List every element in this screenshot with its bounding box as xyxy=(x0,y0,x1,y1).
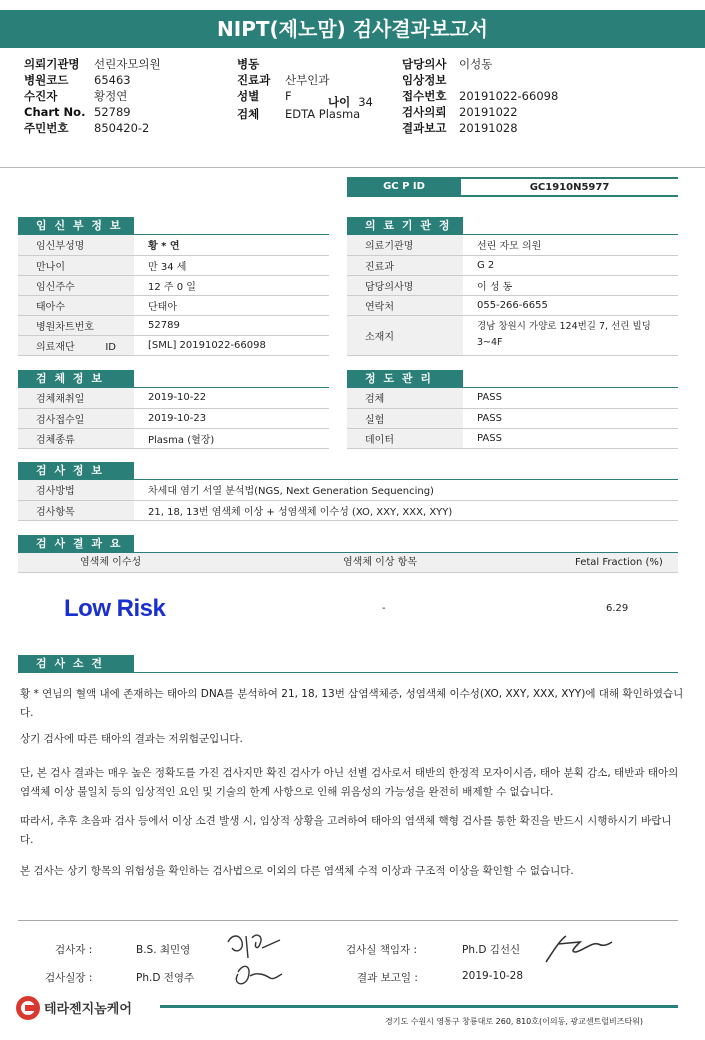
header-field-label: 접수번호 xyxy=(402,89,447,103)
row-value: 단태아 xyxy=(134,295,329,315)
lab-head-label: 검사실 책임자 : xyxy=(346,944,418,956)
table-row xyxy=(347,388,678,408)
header-field xyxy=(237,56,360,72)
header-field-label: 검체 xyxy=(237,107,260,121)
finding-paragraph: 단, 본 검사 결과는 매우 높은 정확도를 가진 검사지만 확진 검사가 아닌 선별 검사로서 태반의 한정적 모자이시즘, 태아 분획 감소, 태반과 태아의 염색체 이상 불일치 등의 임상적인 요인 및 기술의 한계 사항으로 인해 위음성의 가능성을 완전히 배제할 수 없습니다. xyxy=(20,767,679,798)
tester-signature-icon xyxy=(220,928,290,992)
footer-bar xyxy=(160,1005,678,1008)
table-row xyxy=(18,428,329,448)
row-value: 차세대 염기 서열 분석법(NGS, Next Generation Sequencing) xyxy=(134,480,678,500)
finding-paragraph: 상기 검사에 따른 태아의 결과는 저위험군입니다. xyxy=(20,733,243,745)
row-key: 연락처 xyxy=(347,295,463,315)
abnormal-items-value: - xyxy=(382,603,386,614)
specimen-section-header: 검 체 정 보 xyxy=(18,370,134,388)
header-field-value: 20191022-66098 xyxy=(459,89,559,103)
tester-label: 검사자 : xyxy=(55,944,93,956)
row-key: 검사접수일 xyxy=(18,408,134,428)
row-value: 황 * 연 xyxy=(134,235,329,255)
finding-paragraph: 본 검사는 상기 항목의 위험성을 확인하는 검사법으로 이외의 다른 염색체 수적 이상과 구조적 이상을 확인할 수 없습니다. xyxy=(20,865,574,877)
table-row xyxy=(347,275,678,295)
header-field-value: 선린자모의원 xyxy=(94,57,161,71)
lab-head-name: Ph.D 김선신 xyxy=(462,944,521,956)
header-field-label: 수진자 xyxy=(24,89,58,103)
header-field xyxy=(402,120,558,136)
row-value: 52789 xyxy=(134,315,329,335)
header-col-3 xyxy=(402,56,558,136)
gcp-id-box xyxy=(347,177,678,197)
qc-table xyxy=(347,388,678,449)
header-col-2 xyxy=(237,56,360,122)
age-value: 34 xyxy=(358,95,373,109)
row-key: 검체종류 xyxy=(18,428,134,448)
table-row xyxy=(347,428,678,448)
row-value: 055-266-6655 xyxy=(463,295,678,315)
signature-separator xyxy=(18,920,678,921)
risk-result: Low Risk xyxy=(64,595,166,622)
report-date-label: 결과 보고일 : xyxy=(357,972,418,984)
header-field-label: 결과보고 xyxy=(402,121,447,135)
header-field xyxy=(402,88,558,104)
row-key: 진료과 xyxy=(347,255,463,275)
header-field xyxy=(24,56,161,72)
row-value: 2019-10-22 xyxy=(134,388,329,408)
table-row xyxy=(18,315,329,335)
finding-paragraph: 따라서, 추후 초음파 검사 등에서 이상 소견 발생 시, 임상적 상황을 고려하여 태아의 염색체 핵형 검사를 통한 확진을 반드시 시행하시기 바랍니다. xyxy=(20,815,672,846)
header-field xyxy=(24,104,161,120)
header-col-1 xyxy=(24,56,161,136)
header-field-value: 20191022 xyxy=(459,105,518,119)
header-field-value: EDTA Plasma xyxy=(285,107,361,121)
row-value: PASS xyxy=(463,388,678,408)
row-value: 2019-10-23 xyxy=(134,408,329,428)
age-field xyxy=(328,94,373,110)
row-key: 검사방법 xyxy=(18,480,134,500)
row-value: 만 34 세 xyxy=(134,255,329,275)
table-row xyxy=(18,295,329,315)
header-field xyxy=(237,72,360,88)
header-field xyxy=(24,72,161,88)
header-field xyxy=(402,104,558,120)
summary-col-fetal-fraction: Fetal Fraction (%) xyxy=(575,557,663,568)
header-field-value: 황정연 xyxy=(94,89,128,103)
company-name: 테라젠지놈케어 xyxy=(44,1002,132,1017)
row-value: 12 주 0 일 xyxy=(134,275,329,295)
test-section-header: 검 사 정 보 xyxy=(18,462,134,480)
age-label: 나이 xyxy=(328,95,351,109)
table-row xyxy=(18,408,329,428)
table-row xyxy=(18,275,329,295)
header-field-label: 병동 xyxy=(237,57,260,71)
tester-name: B.S. 최민영 xyxy=(136,944,191,956)
table-row xyxy=(18,255,329,275)
company-address: 경기도 수원시 영통구 창룡대로 260, 810호(이의동, 광교센트럴비즈타워) xyxy=(385,1017,644,1026)
header-field-value: 이성동 xyxy=(459,57,493,71)
findings-section-header: 검 사 소 견 xyxy=(18,655,134,673)
gcp-id-value: GC1910N5977 xyxy=(461,177,678,197)
row-key: 실험 xyxy=(347,408,463,428)
report-date-value: 2019-10-28 xyxy=(462,970,524,982)
lab-chief-label: 검사실장 : xyxy=(45,972,93,984)
row-key: 만나이 xyxy=(18,255,134,275)
header-field-label: 담당의사 xyxy=(402,57,447,71)
table-row xyxy=(347,295,678,315)
row-key: 검사항목 xyxy=(18,500,134,520)
table-row xyxy=(347,235,678,255)
patient-table xyxy=(18,235,329,356)
header-field-value: F xyxy=(285,89,292,103)
row-value: G 2 xyxy=(463,255,678,275)
qc-section-header: 정 도 관 리 xyxy=(347,370,463,388)
header-field xyxy=(402,56,558,72)
summary-col-abnormal: 염색체 이상 항목 xyxy=(343,557,417,568)
row-key: 의료기관명 xyxy=(347,235,463,255)
fetal-fraction-value: 6.29 xyxy=(606,603,629,614)
header-field-value: 산부인과 xyxy=(285,73,330,87)
section-underline xyxy=(134,672,678,673)
lab-head-signature-icon xyxy=(540,930,620,970)
summary-col-aneuploidy: 염색체 이수성 xyxy=(80,557,142,568)
header-field-value: 65463 xyxy=(94,73,131,87)
row-value: Plasma (혈장) xyxy=(134,428,329,448)
lab-chief-name: Ph.D 전영주 xyxy=(136,972,195,984)
header-field xyxy=(24,120,161,136)
table-row xyxy=(18,335,329,355)
report-title: NIPT(제노맘) 검사결과보고서 xyxy=(0,10,705,48)
row-key: 검체 xyxy=(347,388,463,408)
row-key: 담당의사명 xyxy=(347,275,463,295)
header-field-label: 의뢰기관명 xyxy=(24,57,80,71)
row-value: 21, 18, 13번 염색체 이상 + 성염색체 이수성 (XO, XXY, XXX, XYY) xyxy=(134,500,678,520)
row-value: PASS xyxy=(463,428,678,448)
row-key: 소재지 xyxy=(347,315,463,355)
table-row xyxy=(347,255,678,275)
institution-table xyxy=(347,235,678,356)
header-field-label: Chart No. xyxy=(24,105,86,119)
row-key: 임신주수 xyxy=(18,275,134,295)
company-logo-icon xyxy=(16,996,40,1020)
row-key: 병원차트번호 xyxy=(18,315,134,335)
gcp-id-label: GC P ID xyxy=(347,177,461,197)
row-key: 데이터 xyxy=(347,428,463,448)
row-key: 검체채취일 xyxy=(18,388,134,408)
header-field-label: 주민번호 xyxy=(24,121,69,135)
row-value: PASS xyxy=(463,408,678,428)
header-separator xyxy=(0,167,705,168)
row-value: 이 성 동 xyxy=(463,275,678,295)
header-field-label: 성별 xyxy=(237,89,260,103)
header-field xyxy=(402,72,558,88)
summary-header-row xyxy=(18,553,678,573)
summary-section-header: 검 사 결 과 요 xyxy=(18,535,134,553)
header-field-value: 850420-2 xyxy=(94,121,150,135)
row-key: 태아수 xyxy=(18,295,134,315)
table-row xyxy=(18,500,678,520)
row-key: 의료재단 ID xyxy=(18,335,134,355)
row-value: [SML] 20191022-66098 xyxy=(134,335,329,355)
header-field-label: 검사의뢰 xyxy=(402,105,447,119)
header-field-label: 임상정보 xyxy=(402,73,447,87)
table-row xyxy=(347,315,678,355)
row-value: 경남 창원시 가양로 124번길 7, 선린 빌딩 3~4F xyxy=(463,315,678,355)
row-key: 임신부성명 xyxy=(18,235,134,255)
table-row xyxy=(18,480,678,500)
header-field-value: 52789 xyxy=(94,105,131,119)
row-value: 선린 자모 의원 xyxy=(463,235,678,255)
header-field-label: 병원코드 xyxy=(24,73,69,87)
test-table xyxy=(18,480,678,521)
header-field-value: 20191028 xyxy=(459,121,518,135)
table-row xyxy=(18,388,329,408)
specimen-table xyxy=(18,388,329,449)
institution-section-header: 의 료 기 관 정 xyxy=(347,217,463,235)
header-field xyxy=(24,88,161,104)
table-row xyxy=(18,235,329,255)
table-row xyxy=(347,408,678,428)
header-field-label: 진료과 xyxy=(237,73,271,87)
finding-paragraph: 황 * 연님의 혈액 내에 존재하는 태아의 DNA를 분석하여 21, 18, 13번 삼염색체증, 성염색체 이수성(XO, XXY, XXX, XYY)에 대해 확인하였습니다. xyxy=(20,688,684,719)
patient-section-header: 임 신 부 정 보 xyxy=(18,217,134,235)
